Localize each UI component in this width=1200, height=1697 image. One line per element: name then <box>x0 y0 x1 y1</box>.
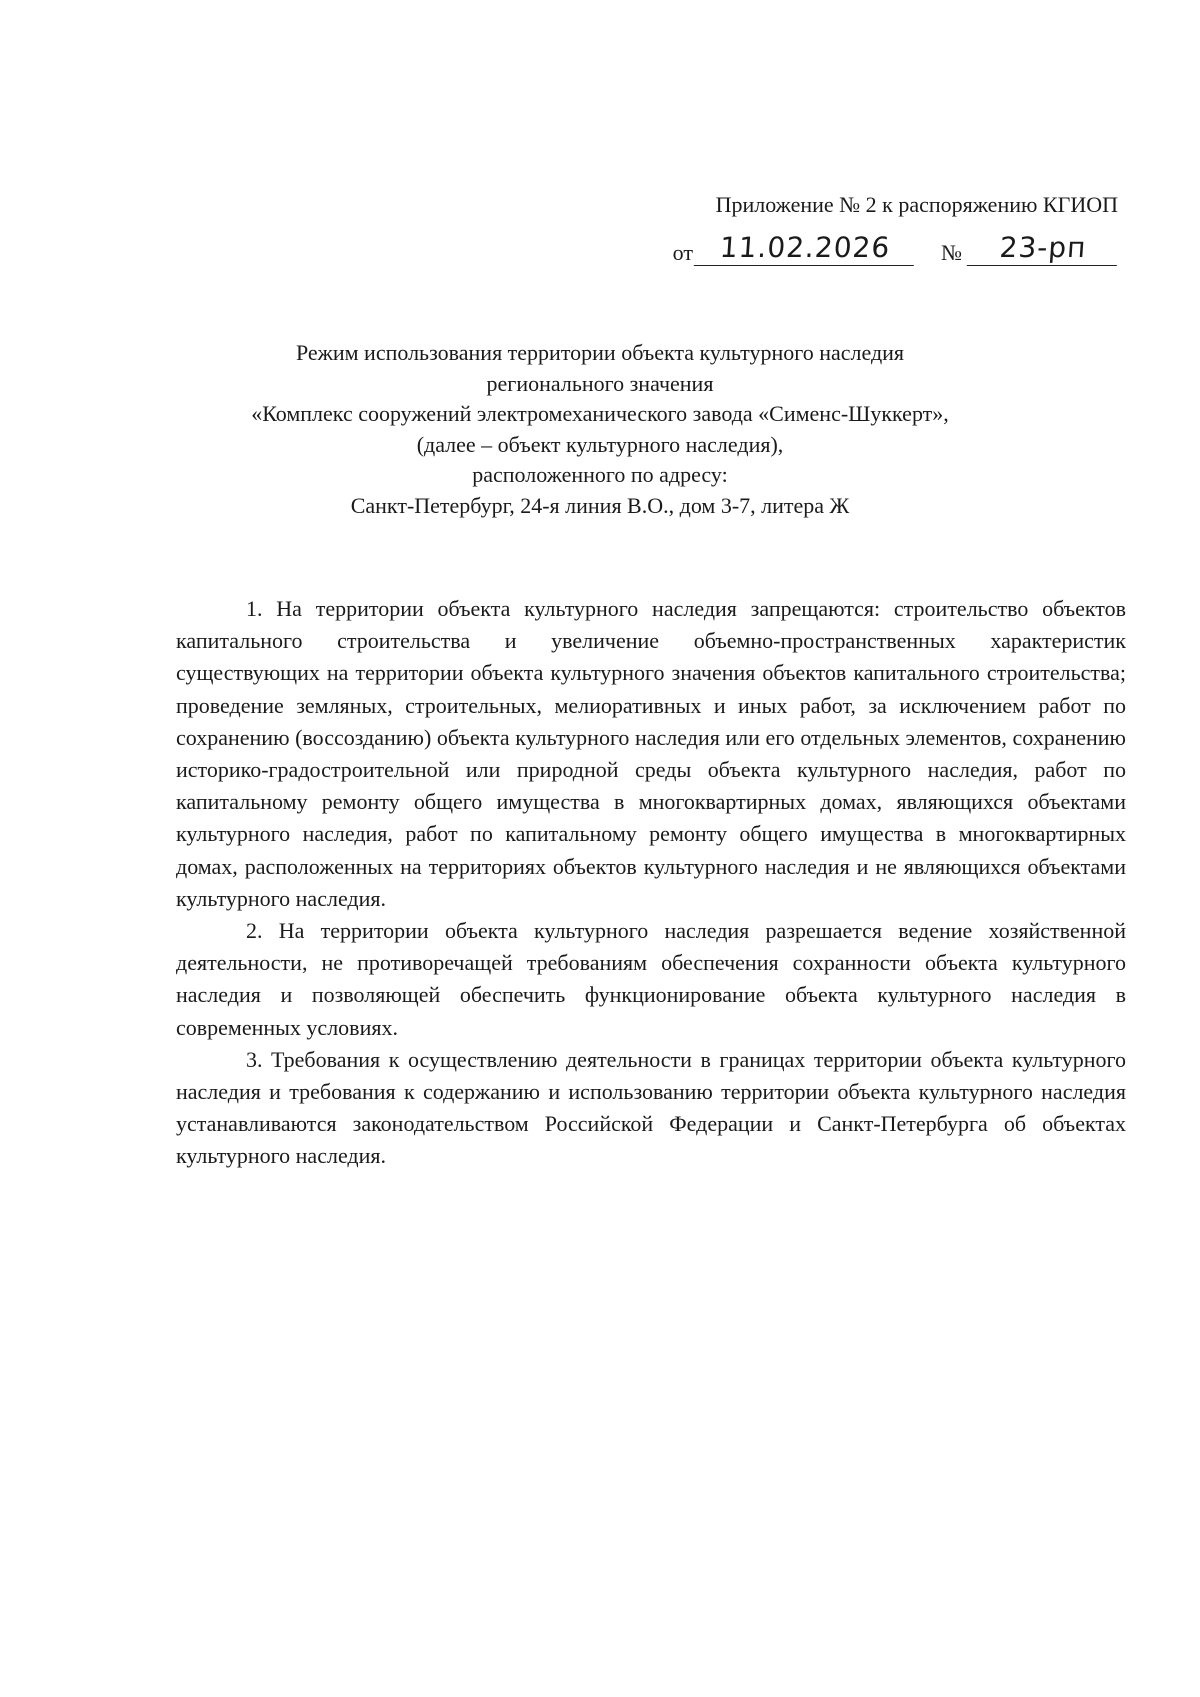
document-title <box>150 338 1050 521</box>
handwritten-date: 11.02.2026 <box>694 231 916 266</box>
paragraph-2: 2. На территории объекта культурного наследия разрешается ведение хозяйственной деятельности, не противоречащей требованиям обеспечения сохранности объекта культурного наследия и позволяющей обеспечить функционирование объекта культурного наследия в современных условиях. <box>176 918 1126 1040</box>
title-line: Санкт-Петербург, 24-я линия В.О., дом 3-7, литера Ж <box>350 492 850 518</box>
document-body <box>176 593 1126 1173</box>
order-date-number-line <box>673 226 1118 266</box>
handwritten-number <box>967 231 1119 266</box>
paragraph-1: 1. На территории объекта культурного наследия запрещаются: строительство объектов капитального строительства и увеличение объемно-пространственных характеристик существующих на территории объекта культурного значения объектов капитального строительства; проведение земляных, строительных, мелиоративных и иных работ, за исключением работ по сохранению (воссозданию) объекта культурного наследия или его отдельных элементов, сохранению историко-градостроительной или природной среды объекта культурного наследия, работ по капитальному ремонту общего имущества в многоквартирных домах, являющихся объектами культурного наследия, работ по капитальному ремонту общего имущества в многоквартирных домах, расположенных на территориях объектов культурного наследия и не являющихся объектами культурного наследия. <box>176 596 1126 911</box>
date-prefix: от <box>672 240 693 265</box>
title-line: расположенного по адресу: <box>472 462 728 487</box>
title-line: Режим использования территории объекта культурного наследия <box>295 340 905 365</box>
appendix-reference: Приложение № 2 к распоряжению КГИОП <box>715 192 1118 217</box>
number-prefix: № <box>941 240 962 265</box>
title-line: (далее – объект культурного наследия), <box>416 431 784 457</box>
paragraph-3: 3. Требования к осуществлению деятельности в границах территории объекта культурного наследия и требования к содержанию и использованию территории объекта культурного наследия устанавливаются законодательством Российской Федерации и Санкт-Петербурга об объектах культурного наследия. <box>176 1046 1126 1169</box>
title-line: регионального значения <box>486 370 714 396</box>
title-line: «Комплекс сооружений электромеханического завода «Сименс-Шуккерт», <box>251 401 949 426</box>
handwritten-number-text: 23-рп <box>998 231 1088 264</box>
